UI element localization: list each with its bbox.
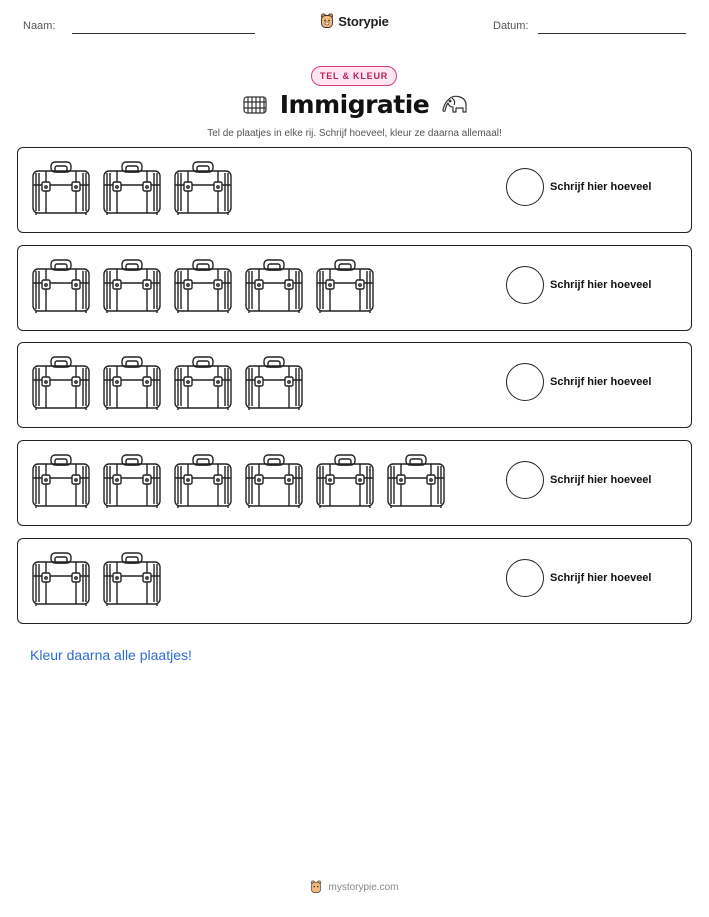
- counting-row: [17, 538, 692, 624]
- suitcase-icon[interactable]: [314, 451, 376, 511]
- suitcase-icon[interactable]: [30, 549, 92, 609]
- row-items: [30, 549, 163, 609]
- footer: [0, 880, 709, 894]
- counting-row: [17, 147, 692, 233]
- suitcase-icon[interactable]: [385, 451, 447, 511]
- answer-circle[interactable]: [506, 559, 544, 597]
- suitcase-icon[interactable]: [172, 256, 234, 316]
- suitcase-icon[interactable]: [243, 353, 305, 413]
- suitcase-icon[interactable]: [30, 256, 92, 316]
- counting-row: [17, 245, 692, 331]
- counting-row: [17, 342, 692, 428]
- suitcase-icon[interactable]: [101, 451, 163, 511]
- row-items: [30, 451, 447, 511]
- write-count-label: Schrijf hier hoeveel: [550, 474, 652, 486]
- page-title: Immigratie: [279, 90, 430, 119]
- row-items: [30, 353, 305, 413]
- brand: [0, 13, 709, 29]
- answer-circle[interactable]: [506, 266, 544, 304]
- suitcase-icon[interactable]: [101, 353, 163, 413]
- counting-row: [17, 440, 692, 526]
- suitcase-icon[interactable]: [243, 451, 305, 511]
- suitcase-icon[interactable]: [314, 256, 376, 316]
- write-count-label: Schrijf hier hoeveel: [550, 572, 652, 584]
- instruction-text: Tel de plaatjes in elke rij. Schrijf hoeveel, kleur ze daarna allemaal!: [207, 128, 502, 139]
- elephant-icon: [439, 93, 469, 117]
- footer-url[interactable]: mystorypie.com: [328, 881, 399, 893]
- category-badge: TEL & KLEUR: [311, 66, 397, 86]
- write-count-label: Schrijf hier hoeveel: [550, 279, 652, 291]
- answer-circle[interactable]: [506, 461, 544, 499]
- date-field-line[interactable]: [538, 33, 686, 34]
- suitcase-icon[interactable]: [243, 256, 305, 316]
- write-count-label: Schrijf hier hoeveel: [550, 181, 652, 193]
- rolled-mat-icon: [240, 94, 270, 116]
- suitcase-icon[interactable]: [172, 158, 234, 218]
- coloring-note: Kleur daarna alle plaatjes!: [30, 647, 192, 663]
- suitcase-icon[interactable]: [101, 549, 163, 609]
- name-label: Naam:: [23, 20, 56, 32]
- suitcase-icon[interactable]: [30, 158, 92, 218]
- suitcase-icon[interactable]: [101, 256, 163, 316]
- write-count-label: Schrijf hier hoeveel: [550, 376, 652, 388]
- title-row: [0, 90, 709, 119]
- name-field-line[interactable]: [72, 33, 255, 34]
- answer-circle[interactable]: [506, 363, 544, 401]
- suitcase-icon[interactable]: [30, 451, 92, 511]
- date-label: Datum:: [493, 20, 529, 32]
- suitcase-icon[interactable]: [101, 158, 163, 218]
- brand-name: Storypie: [338, 13, 389, 29]
- answer-circle[interactable]: [506, 168, 544, 206]
- storypie-bear-icon: [310, 880, 322, 894]
- row-items: [30, 256, 376, 316]
- suitcase-icon[interactable]: [172, 353, 234, 413]
- row-items: [30, 158, 234, 218]
- suitcase-icon[interactable]: [172, 451, 234, 511]
- storypie-bear-icon: [320, 13, 334, 29]
- suitcase-icon[interactable]: [30, 353, 92, 413]
